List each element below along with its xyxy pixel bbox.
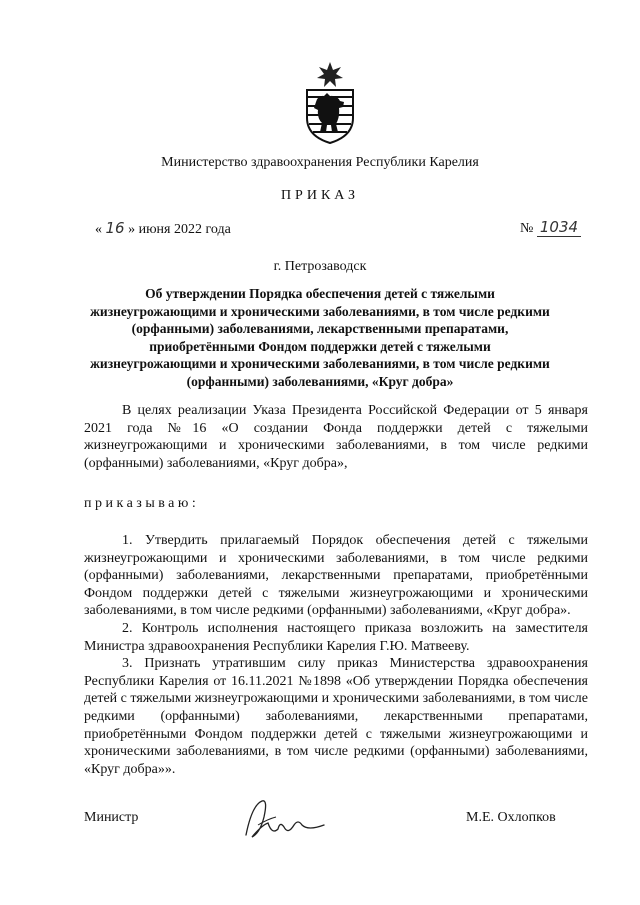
- document-title: Об утверждении Порядка обеспечения детей с тяжелыми жизнеугрожающими и хроническими заболеваниями, в том числе редкими (орфанными) заболеваниями, лекарственными препаратами, приобретёнными Фондом поддержки детей с тяжелыми жизнеугрожающими и хроническими заболеваниями, в том числе редкими (орфанными) заболеваниями, «Круг добра»: [90, 286, 550, 389]
- order-item: 3. Признать утратившим силу приказ Министерства здравоохранения Республики Карелия от 16.11.2021 №1898 «Об утверждении Порядка обеспечения детей с тяжелыми жизнеугрожающими и хроническими заболеваниями, в том числе редкими (орфанными) заболеваниями, лекарственными препаратами, приобретёнными Фондом поддержки детей с тяжелыми жизнеугрожающими и хроническими заболеваниями, в том числе редкими (орфанными) заболеваниями, «Круг добра»».: [84, 656, 588, 777]
- order-items: [84, 532, 588, 778]
- number-label: №: [520, 221, 534, 236]
- document-type: ПРИКАЗ: [280, 188, 360, 203]
- preamble-paragraph: В целях реализации Указа Президента Российской Федерации от 5 января 2021 года №16 «О создании Фонда поддержки детей с тяжелыми жизнеугрожающими и хроническими заболеваниями, в том числе редкими (орфанными) заболеваниями, «Круг добра»,: [84, 403, 588, 471]
- date-day-handwritten: 16: [105, 219, 125, 237]
- ministry-name: Министерство здравоохранения Республики Карелия: [161, 155, 479, 170]
- handwritten-signature: [238, 795, 328, 845]
- number-value-handwritten: 1034: [537, 218, 581, 237]
- city-line: г. Петрозаводск: [273, 259, 367, 274]
- document-date: [95, 219, 231, 238]
- coat-of-arms-icon: [303, 62, 357, 144]
- order-word: приказываю:: [84, 496, 200, 511]
- date-month-year: » июня 2022 года: [128, 222, 231, 237]
- document-number: [520, 218, 581, 237]
- signer-name: М.Е. Охлопков: [466, 810, 556, 825]
- date-open-quote: «: [95, 222, 102, 237]
- order-item: 2. Контроль исполнения настоящего приказа возложить на заместителя Министра здравоохранения Республики Карелия Г.Ю. Матвееву.: [84, 620, 588, 654]
- signer-position: Министр: [84, 810, 139, 825]
- order-item: 1. Утвердить прилагаемый Порядок обеспечения детей с тяжелыми жизнеугрожающими и хроническими заболеваниями, в том числе редкими (орфанными) заболеваниями, лекарственными препаратами, приобретёнными Фондом поддержки детей с тяжелыми жизнеугрожающими и хроническими заболеваниями, в том числе редкими (орфанными) заболеваниями, «Круг добра».: [84, 533, 588, 619]
